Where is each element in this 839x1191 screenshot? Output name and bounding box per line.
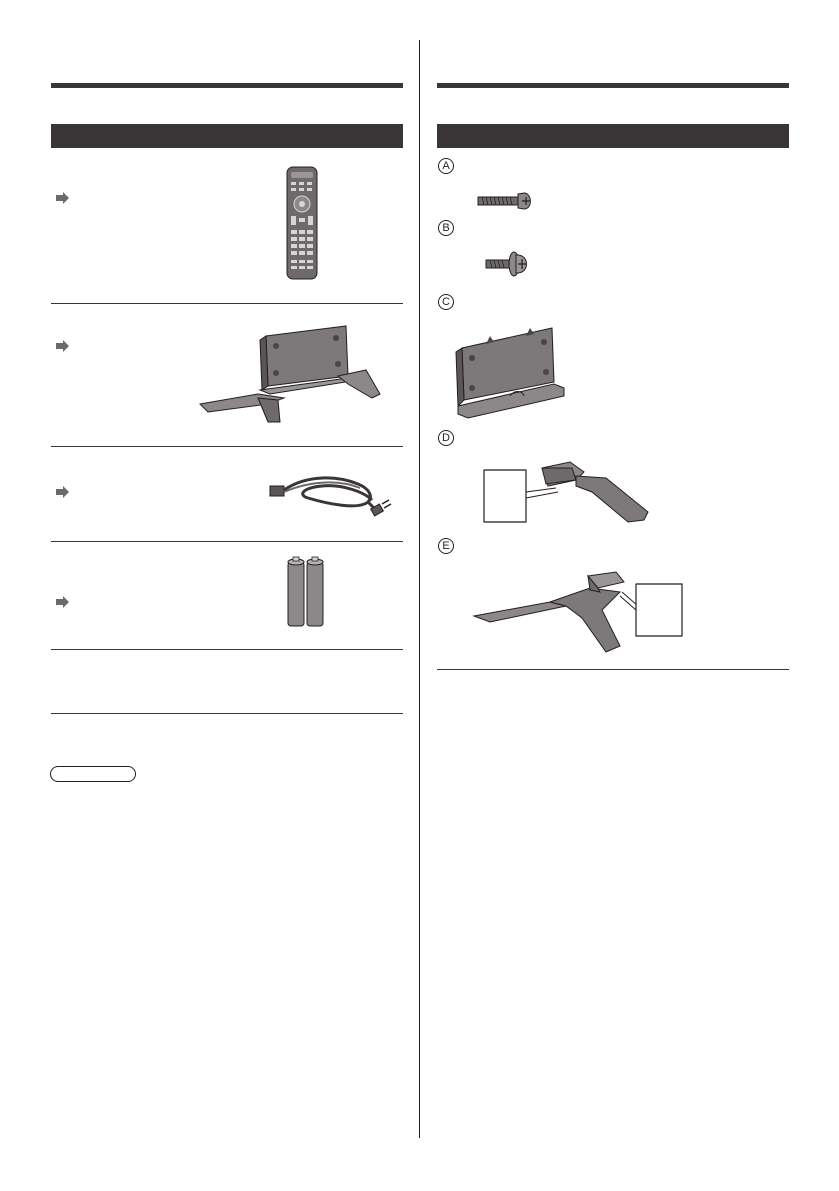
part-letter-c: C [438,294,454,310]
arrow-right-icon [56,486,70,498]
separator [51,713,403,714]
part-letter-b: B [438,220,454,236]
pedestal-assembled-icon [198,318,384,430]
base-y-icon [470,566,686,658]
arrow-right-icon [56,192,70,204]
note-label-box [50,766,136,782]
part-letter-d: D [438,430,454,446]
base-left-icon [480,458,652,526]
screw-long-icon [476,192,534,210]
arrow-right-icon [56,340,70,352]
batteries-icon [286,556,326,628]
right-section-bar [437,124,789,148]
separator [51,303,403,304]
column-divider [419,40,420,1138]
arrow-right-icon [56,596,70,608]
part-letter-e: E [438,538,454,554]
separator [51,541,403,542]
separator [437,669,789,670]
left-section-bar [51,124,403,148]
separator [51,446,403,447]
right-heading-rule [437,83,789,88]
left-heading-rule [51,83,403,88]
mains-lead-icon [268,468,392,520]
separator [51,649,403,650]
remote-control-icon [286,166,318,280]
part-letter-a: A [438,158,454,174]
screw-washer-icon [484,250,532,278]
bracket-icon [452,322,568,420]
